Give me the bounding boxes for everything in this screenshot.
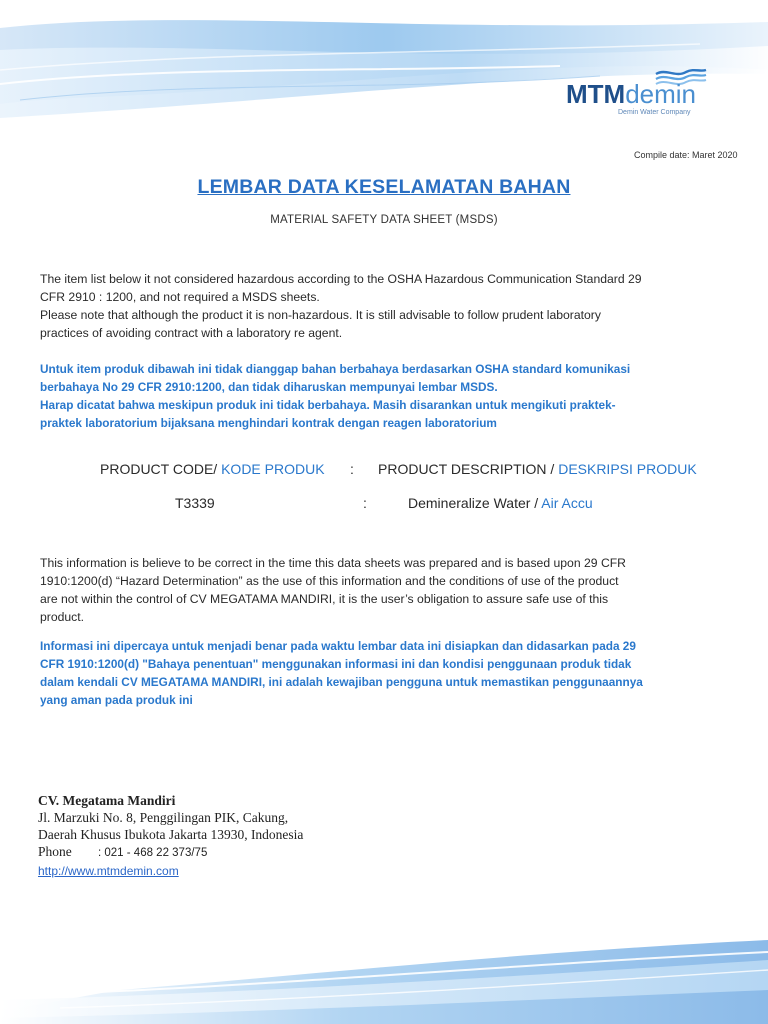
product-description-value <box>408 495 593 511</box>
product-description-header-en: PRODUCT DESCRIPTION / <box>378 461 555 477</box>
text-line: dalam kendali CV MEGATAMA MANDIRI, ini adalah kewajiban pengguna untuk memastikan penggunaannya <box>40 675 643 689</box>
product-code-value: T3339 <box>175 495 215 511</box>
text-line: 1910:1200(d) “Hazard Determination” as the use of this information and the conditions of use of the product <box>40 574 619 588</box>
product-description-value-id: Air Accu <box>538 495 593 511</box>
product-description-header <box>378 461 697 477</box>
text-line: berbahaya No 29 CFR 2910:1200, dan tidak diharuskan mempunyai lembar MSDS. <box>40 380 498 394</box>
phone-line <box>38 843 303 862</box>
text-line: Harap dicatat bahwa meskipun produk ini tidak berbahaya. Masih disarankan untuk mengikuti praktek- <box>40 398 616 412</box>
phone-number: : 021 - 468 22 373/75 <box>98 847 208 859</box>
product-code-header-en: PRODUCT CODE/ <box>100 461 218 477</box>
document-subtitle: MATERIAL SAFETY DATA SHEET (MSDS) <box>270 214 498 226</box>
logo-tagline: Demin Water Company <box>618 109 691 116</box>
text-line: Please note that although the product it is non-hazardous. It is still advisable to follow prudent laboratory <box>40 308 601 322</box>
document-title: LEMBAR DATA KESELAMATAN BAHAN <box>197 176 571 198</box>
text-line: CFR 1910:1200(d) "Bahaya penentuan" menggunakan informasi ini dan kondisi penggunaan produk tidak <box>40 657 632 671</box>
company-name: CV. Megatama Mandiri <box>38 793 176 808</box>
compile-date: Compile date: Maret 2020 <box>634 150 738 160</box>
company-logo <box>566 78 746 124</box>
product-code-header <box>100 461 325 477</box>
text-line: praktek laboratorium bijaksana menghindari kontrak dengan reagen laboratorium <box>40 416 497 430</box>
website-link[interactable]: http://www.mtmdemin.com <box>38 864 179 878</box>
disclaimer-indonesian <box>40 637 740 709</box>
product-description-value-en: Demineralize Water / <box>408 495 539 511</box>
product-description-header-id: DESKRIPSI PRODUK <box>554 461 697 477</box>
text-line: Informasi ini dipercaya untuk menjadi benar pada waktu lembar data ini disiapkan dan didasarkan pada 29 <box>40 639 636 653</box>
product-code-header-id: KODE PRODUK <box>217 461 325 477</box>
text-line: Untuk item produk dibawah ini tidak dianggap bahan berbahaya berdasarkan OSHA standard komunikasi <box>40 362 631 376</box>
footer-wave-banner <box>0 930 768 1024</box>
text-line: The item list below it not considered hazardous according to the OSHA Hazardous Communication Standard 29 <box>40 272 642 286</box>
row-separator: : <box>363 495 367 511</box>
text-line: CFR 2910 : 1200, and not required a MSDS sheets. <box>40 290 320 304</box>
text-line: product. <box>40 610 85 624</box>
disclaimer-english <box>40 554 740 626</box>
text-line: yang aman pada produk ini <box>40 693 193 707</box>
header-separator: : <box>350 461 354 477</box>
intro-indonesian <box>40 360 740 432</box>
logo-wordmark <box>566 80 696 108</box>
company-address-block <box>38 792 303 880</box>
address-line-2: Daerah Khusus Ibukota Jakarta 13930, Indonesia <box>38 827 304 842</box>
text-line: practices of avoiding contract with a laboratory re agent. <box>40 326 343 340</box>
logo-demin-text: demin <box>625 79 697 109</box>
text-line: are not within the control of CV MEGATAMA MANDIRI, it is the user’s obligation to assure safe use of this <box>40 592 609 606</box>
phone-label: Phone <box>38 844 72 859</box>
text-line: This information is believe to be correct in the time this data sheets was prepared and is based upon 29 CFR <box>40 556 626 570</box>
logo-mtm-text: MTM <box>566 79 626 109</box>
address-line-1: Jl. Marzuki No. 8, Penggilingan PIK, Cakung, <box>38 810 289 825</box>
intro-english <box>40 270 740 342</box>
